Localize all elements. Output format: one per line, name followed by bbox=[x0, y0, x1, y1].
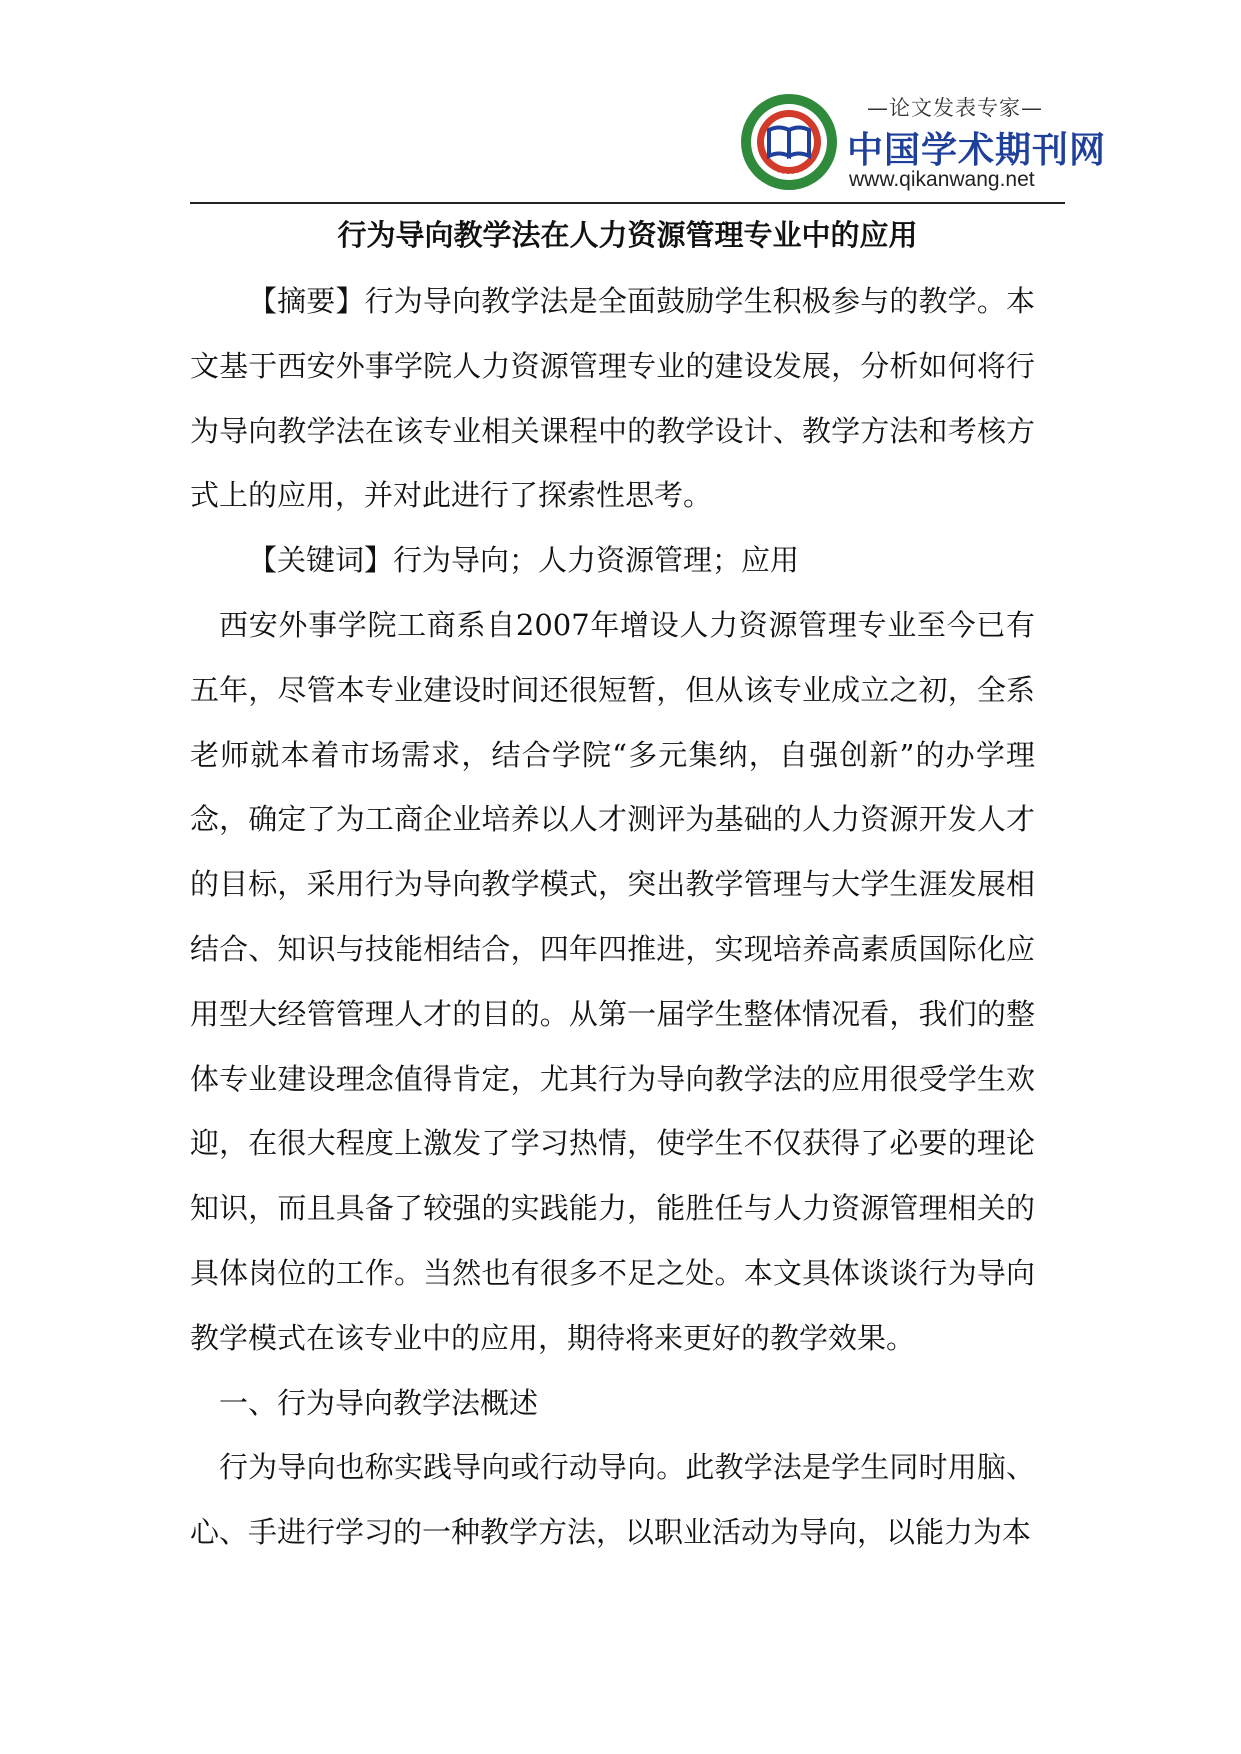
journal-logo bbox=[739, 92, 1107, 192]
abstract-paragraph: 【摘要】行为导向教学法是全面鼓励学生积极参与的教学。本文基于西安外事学院人力资源管理专业的建设发展，分析如何将行为导向教学法在该专业相关课程中的教学设计、教学方法和考核方式上的应用，并对此进行了探索性思考。 bbox=[190, 284, 1035, 513]
logo-url[interactable]: www.qikanwang.net bbox=[849, 168, 1035, 191]
body-paragraph: 西安外事学院工商系自2007年增设人力资源管理专业至今已有五年，尽管本专业建设时间还很短暂，但从该专业成立之初，全系老师就本着市场需求，结合学院“多元集纳，自强创新”的办学理念，确定了为工商企业培养以人才测评为基础的人力资源开发人才的目标，采用行为导向教学模式，突出教学管理与大学生涯发展相结合、知识与技能相结合，四年四推进，实现培养高素质国际化应用型大经管管理人才的目的。从第一届学生整体情况看，我们的整体专业建设理念值得肯定，尤其行为导向教学法的应用很受学生欢迎，在很大程度上激发了学习热情，使学生不仅获得了必要的理论知识，而且具备了较强的实践能力，能胜任与人力资源管理相关的具体岗位的工作。当然也有很多不足之处。本文具体谈谈行为导向教学模式在该专业中的应用，期待将来更好的教学效果。 bbox=[190, 607, 1035, 1355]
page-header bbox=[190, 80, 1107, 204]
article-title: 行为导向教学法在人力资源管理专业中的应用 bbox=[337, 218, 918, 252]
section-heading: 一、行为导向教学法概述 bbox=[219, 1385, 539, 1420]
book-seal-icon bbox=[739, 92, 839, 192]
logo-site-name: 中国学术期刊网 bbox=[847, 130, 1107, 171]
logo-slogan: —论文发表专家— bbox=[867, 96, 1043, 120]
article-body bbox=[190, 269, 1035, 1565]
body-paragraph: 行为导向也称实践导向或行动导向。此教学法是学生同时用脑、心、手进行学习的一种教学方法，以职业活动为导向，以能力为本 bbox=[190, 1450, 1035, 1550]
keywords-paragraph: 【关键词】行为导向；人力资源管理；应用 bbox=[248, 543, 800, 578]
logo-text-block bbox=[847, 92, 1107, 192]
